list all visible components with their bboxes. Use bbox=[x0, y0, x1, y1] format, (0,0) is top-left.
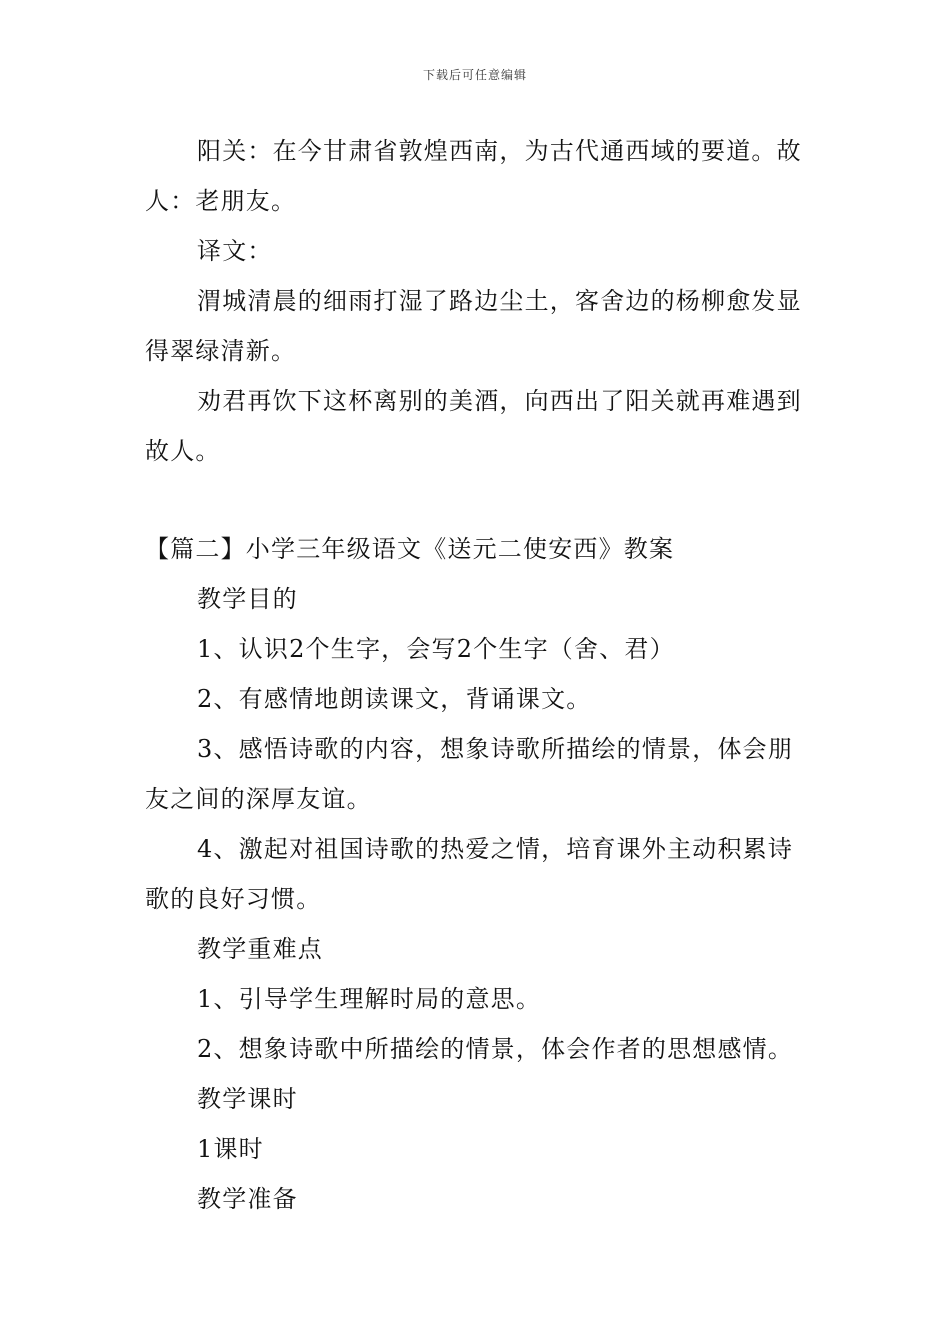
section-title: 【篇二】小学三年级语文《送元二使安西》教案 bbox=[145, 535, 675, 563]
note-yangguan: 阳关：在今甘肃省敦煌西南，为古代通西域的要道。故人：老朋友。 bbox=[145, 137, 802, 215]
translation-line-1: 渭城清晨的细雨打湿了路边尘土，客舍边的杨柳愈发显得翠绿清新。 bbox=[145, 287, 802, 365]
translation-heading: 译文： bbox=[197, 237, 273, 265]
translation-line-2: 劝君再饮下这杯离别的美酒，向西出了阳关就再难遇到故人。 bbox=[145, 387, 802, 465]
goal-item-1: 1、认识2个生字，会写2个生字（舍、君） bbox=[197, 635, 675, 663]
preparation-heading: 教学准备 bbox=[197, 1185, 298, 1213]
section-gap bbox=[145, 476, 807, 524]
key-points-heading: 教学重难点 bbox=[197, 935, 323, 963]
hours-heading: 教学课时 bbox=[197, 1085, 298, 1113]
goal-item-3: 3、感悟诗歌的内容，想象诗歌所描绘的情景，体会朋友之间的深厚友谊。 bbox=[145, 735, 794, 813]
key-point-2: 2、想象诗歌中所描绘的情景，体会作者的思想感情。 bbox=[197, 1035, 794, 1063]
hours-value: 1课时 bbox=[197, 1135, 264, 1163]
document-body bbox=[145, 126, 807, 1224]
goals-heading: 教学目的 bbox=[197, 585, 298, 613]
key-point-1: 1、引导学生理解时局的意思。 bbox=[197, 985, 542, 1013]
page-header: 下载后可任意编辑 bbox=[422, 68, 527, 82]
goal-item-2: 2、有感情地朗读课文，背诵课文。 bbox=[197, 685, 592, 713]
goal-item-4: 4、激起对祖国诗歌的热爱之情，培育课外主动积累诗歌的良好习惯。 bbox=[145, 835, 794, 913]
